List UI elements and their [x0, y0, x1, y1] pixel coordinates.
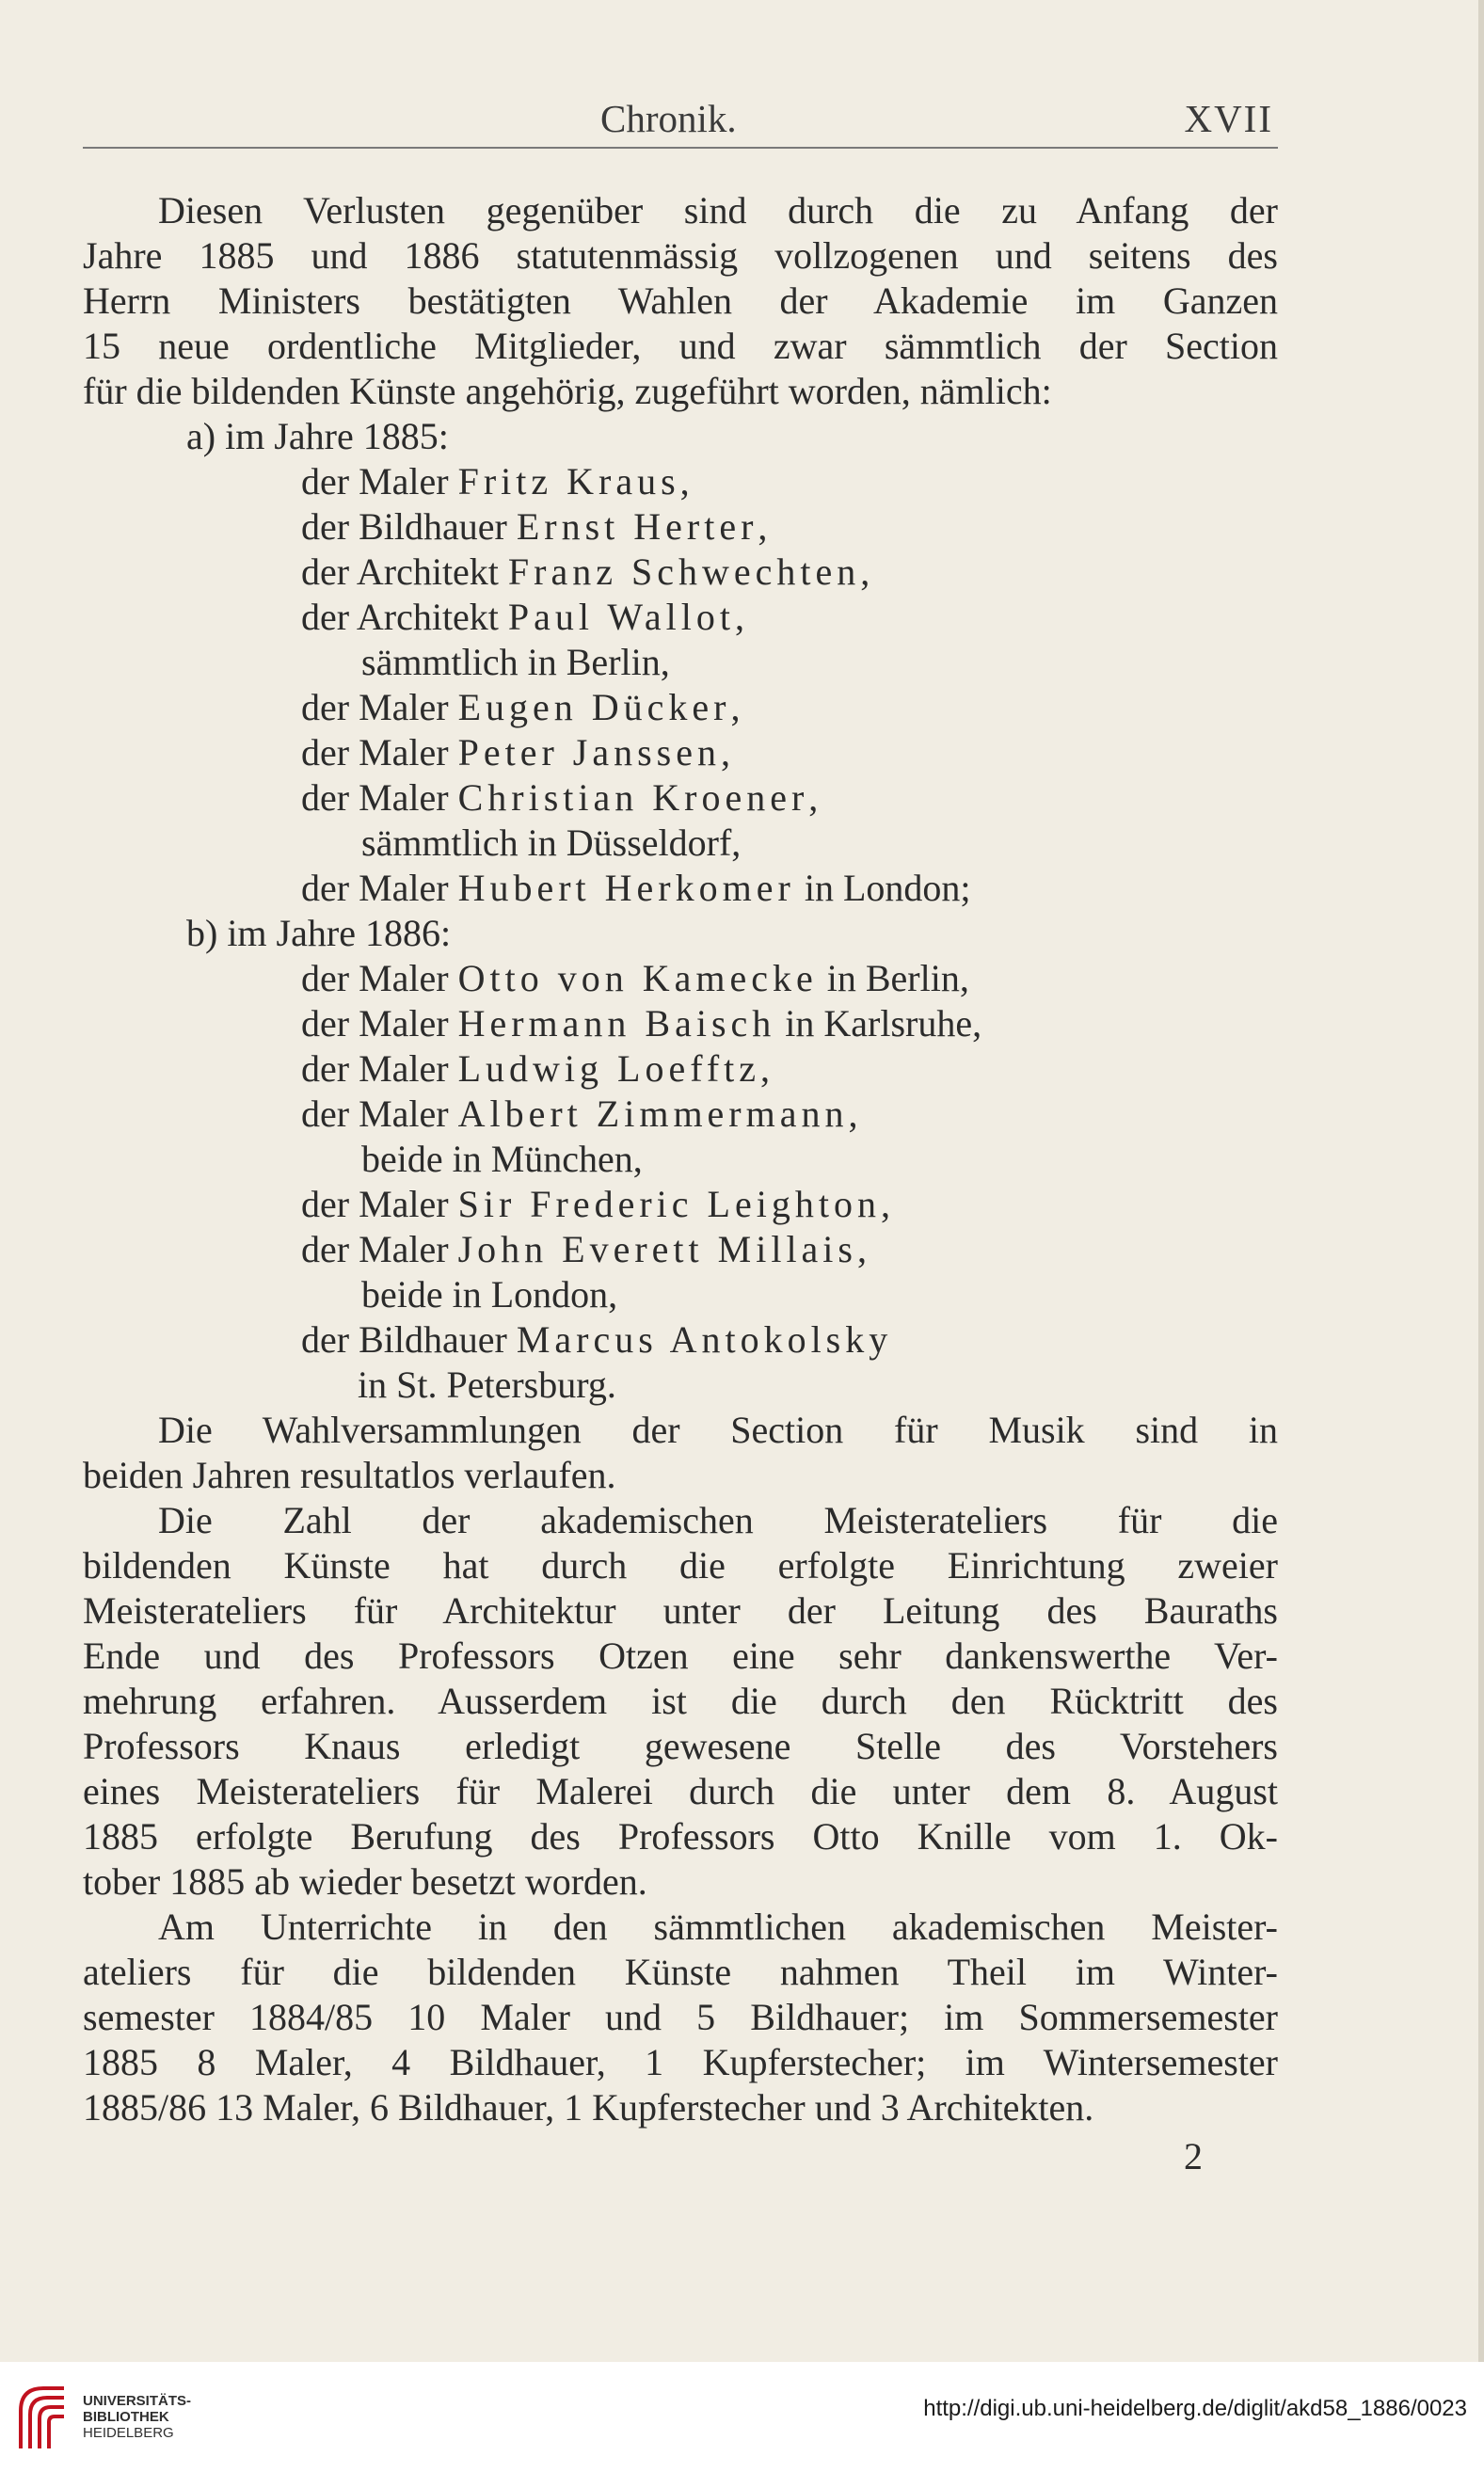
list-item [83, 550, 1278, 595]
member-role: der Maler [301, 1092, 458, 1135]
list-b-heading: b) im Jahre 1886: [186, 912, 452, 954]
paragraph-master-studios-line: 1885 erfolgte Berufung des Professors Otto Knille vom 1. Ok- [83, 1815, 1278, 1858]
list-b-entries [83, 956, 1278, 1408]
paragraph-master-studios-line: tober 1885 ab wieder besetzt worden. [83, 1860, 647, 1903]
member-name: Albert Zimmermann [457, 1092, 849, 1135]
list-location-note: sämmtlich in Düsseldorf, [361, 821, 742, 864]
member-name: Sir Frederic Leighton [457, 1183, 881, 1225]
paragraph-master-studios [83, 1498, 1278, 1905]
member-role: der Maler [301, 1002, 458, 1045]
member-suffix: , [721, 731, 730, 773]
paragraph-new-members-line: für die bildenden Künste angehörig, zugeführt worden, nämlich: [83, 370, 1052, 412]
member-role: der Maler [301, 957, 458, 999]
member-role: der Architekt [301, 550, 508, 593]
list-item [83, 956, 1278, 1001]
list-item [83, 775, 1278, 821]
page-body [83, 188, 1278, 2179]
paragraph-master-studios-line: Professors Knaus erledigt gewesene Stelle des Vorstehers [83, 1725, 1278, 1767]
paragraph-music-section-line: beiden Jahren resultatlos verlaufen. [83, 1454, 616, 1496]
member-role: der Maler [301, 867, 458, 909]
member-name: Franz Schwechten [507, 550, 861, 593]
member-name: Ernst Herter [516, 505, 758, 548]
paragraph-new-members-line: Diesen Verlusten gegenüber sind durch die zu Anfang der [158, 189, 1278, 231]
member-role: der Bildhauer [301, 1318, 517, 1361]
source-url-link[interactable]: http://digi.ub.uni-heidelberg.de/diglit/akd58_1886/0023 [923, 2396, 1467, 2421]
member-role: der Maler [301, 731, 458, 773]
member-role: der Maler [301, 686, 458, 728]
paragraph-students-line: semester 1884/85 10 Maler und 5 Bildhauer; im Sommersemester [83, 1996, 1278, 2038]
member-name: Ludwig Loefftz [457, 1047, 760, 1090]
list-item [83, 1182, 1278, 1227]
list-item [83, 1227, 1278, 1272]
paragraph-new-members-line: Herrn Ministers bestätigten Wahlen der Akademie im Ganzen [83, 279, 1278, 322]
member-role: der Maler [301, 1047, 458, 1090]
list-item [83, 504, 1278, 550]
member-role: der Maler [301, 776, 458, 819]
member-suffix: , [760, 1047, 770, 1090]
paragraph-new-members-line: Jahre 1885 und 1886 statutenmässig vollzogenen und seitens des [83, 234, 1278, 277]
paragraph-master-studios-line: mehrung erfahren. Ausserdem ist die durch den Rücktritt des [83, 1680, 1278, 1722]
paragraph-students-line: 1885/86 13 Maler, 6 Bildhauer, 1 Kupferstecher und 3 Architekten. [83, 2086, 1094, 2129]
list-item [83, 730, 1278, 775]
member-name: Eugen Dücker [457, 686, 731, 728]
library-name-line3: HEIDELBERG [83, 2425, 174, 2441]
paragraph-master-studios-line: bildenden Künste hat durch die erfolgte Einrichtung zweier [83, 1544, 1278, 1587]
member-name: Paul Wallot [507, 596, 735, 638]
list-location-note: beide in London, [361, 1273, 618, 1316]
running-header [83, 94, 1278, 149]
member-role: der Maler [301, 1228, 458, 1270]
paragraph-students-line: 1885 8 Maler, 4 Bildhauer, 1 Kupferstecher; im Wintersemester [83, 2041, 1278, 2083]
paragraph-music-section [83, 1408, 1278, 1498]
member-suffix: , [860, 550, 870, 593]
list-item [83, 1001, 1278, 1046]
list-location-note: sämmtlich in Berlin, [361, 641, 670, 683]
member-name: Peter Janssen [457, 731, 721, 773]
paragraph-students-line: Am Unterrichte in den sämmtlichen akademischen Meister- [158, 1906, 1278, 1948]
list-item [83, 685, 1278, 730]
member-name: Hermann Baisch [457, 1002, 776, 1045]
member-name: Christian Kroener [457, 776, 809, 819]
member-role: der Bildhauer [301, 505, 517, 548]
member-suffix: , [848, 1092, 858, 1135]
header-page-number: XVII [1184, 97, 1273, 140]
member-role: der Architekt [301, 596, 508, 638]
member-suffix: , [734, 596, 744, 638]
list-item [83, 1317, 1278, 1363]
book-page [83, 94, 1278, 2179]
paragraph-master-studios-line: eines Meisterateliers für Malerei durch die unter dem 8. August [83, 1770, 1278, 1812]
header-title: Chronik. [600, 97, 737, 140]
member-suffix: , [880, 1183, 890, 1225]
paragraph-master-studios-line: Ende und des Professors Otzen eine sehr dankenswerthe Ver- [83, 1635, 1278, 1677]
member-role: der Maler [301, 460, 458, 502]
library-footer [0, 2362, 1484, 2472]
signature-mark: 2 [1184, 2135, 1203, 2177]
paragraph-new-members-line: 15 neue ordentliche Mitglieder, und zwar sämmtlich der Section [83, 325, 1278, 367]
paragraph-master-studios-line: Meisterateliers für Architektur unter der Leitung des Bauraths [83, 1589, 1278, 1632]
list-item [83, 595, 1278, 640]
library-name-line2: BIBLIOTHEK [83, 2409, 169, 2425]
member-suffix: , [679, 460, 690, 502]
list-a-entries [83, 459, 1278, 911]
library-name [83, 2393, 191, 2441]
member-name: Otto von Kamecke [457, 957, 818, 999]
member-suffix: , [857, 1228, 867, 1270]
list-a-heading: a) im Jahre 1885: [186, 415, 449, 457]
member-suffix: , [730, 686, 741, 728]
member-name: Hubert Herkomer [457, 867, 795, 909]
member-suffix: , [758, 505, 768, 548]
member-name: John Everett Millais [457, 1228, 857, 1270]
list-item [83, 459, 1278, 504]
list-location-note: beide in München, [361, 1138, 643, 1180]
library-name-line1: UNIVERSITÄTS- [83, 2393, 192, 2409]
list-location-note: in St. Petersburg. [358, 1364, 616, 1406]
library-logo-icon [15, 2383, 70, 2452]
member-suffix: in Karlsruhe, [775, 1002, 982, 1045]
member-role: der Maler [301, 1183, 458, 1225]
paragraph-master-studios-line: Die Zahl der akademischen Meisterateliers für die [158, 1499, 1278, 1541]
member-suffix: in Berlin, [817, 957, 969, 999]
paragraph-students-line: ateliers für die bildenden Künste nahmen Theil im Winter- [83, 1951, 1278, 1993]
paragraph-students [83, 1905, 1278, 2130]
list-item [83, 1092, 1278, 1137]
member-name: Marcus Antokolsky [516, 1318, 893, 1361]
paragraph-music-section-line: Die Wahlversammlungen der Section für Musik sind in [158, 1409, 1278, 1451]
member-name: Fritz Kraus [457, 460, 680, 502]
member-suffix: , [808, 776, 819, 819]
list-item [83, 866, 1278, 911]
list-item [83, 1046, 1278, 1092]
member-suffix: in London; [794, 867, 971, 909]
paragraph-new-members [83, 188, 1278, 414]
